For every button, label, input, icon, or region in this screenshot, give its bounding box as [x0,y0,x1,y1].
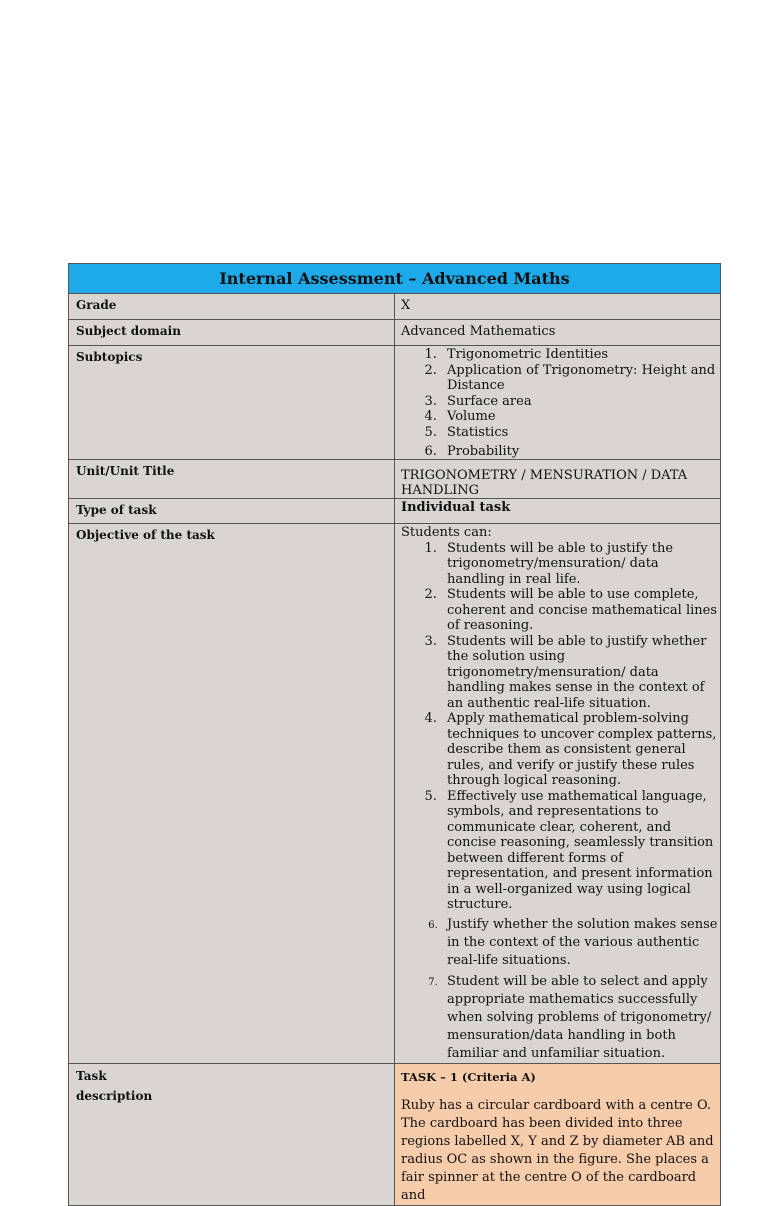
task-type-value: Individual task [395,499,721,524]
task-type-label: Type of task [69,499,395,524]
objectives-list [401,541,720,1063]
list-item: 2. Application of Trigonometry: Height and Distance [441,363,720,394]
list-item: 6. Probability [441,444,720,460]
task-heading: TASK – 1 (Criteria A) [401,1069,536,1084]
subject-label: Subject domain [69,320,395,346]
grade-label: Grade [69,294,395,320]
list-item: 4. Apply mathematical problem-solving techniques to uncover complex patterns, describe them as consistent general rules, and verify or justify these rules through logical reasoning. [441,711,720,789]
subject-value: Advanced Mathematics [395,320,721,346]
list-item: 1. Trigonometric Identities [441,347,720,363]
subtopics-list [401,347,720,459]
assessment-table [68,263,721,1206]
subtopics-cell [395,346,721,460]
unit-value: TRIGONOMETRY / MENSURATION / DATA HANDLING [395,460,721,499]
table-title: Internal Assessment – Advanced Maths [69,264,721,294]
task-description-cell [395,1063,721,1205]
list-item: 5. Statistics [441,425,720,441]
grade-value: X [395,294,721,320]
objective-cell [395,524,721,1064]
list-item: 3. Students will be able to justify whether the solution using trigonometry/mensuration/ data handling makes sense in the context of an authentic real-life situation. [441,634,720,712]
list-item: 1. Students will be able to justify the trigonometry/mensuration/ data handling in real life. [441,541,720,588]
list-item: 6. Justify whether the solution makes sense in the context of the various authentic real-life situations. [441,916,720,970]
task-label-line2: description [76,1088,153,1103]
task-description-label [69,1063,395,1205]
subtopics-label: Subtopics [69,346,395,460]
objective-label: Objective of the task [69,524,395,1064]
unit-label: Unit/Unit Title [69,460,395,499]
list-item: 5. Effectively use mathematical language, symbols, and representations to communicate clear, coherent, and concise reasoning, seamlessly transition between different forms of representation, and present information in a well-organized way using logical structure. [441,789,720,913]
list-item: 4. Volume [441,409,720,425]
objective-intro: Students can: [401,525,492,541]
list-item: 2. Students will be able to use complete, coherent and concise mathematical lines of reasoning. [441,587,720,634]
list-item: 7. Student will be able to select and apply appropriate mathematics successfully when solving problems of trigonometry/ mensuration/data handling in both familiar and unfamiliar situation. [441,973,720,1063]
task-label-line1: Task [76,1068,107,1083]
task-text: Ruby has a circular cardboard with a centre O. The cardboard has been divided into three regions labelled X, Y and Z by diameter AB and radius OC as shown in the figure. She places a fair spinner at the centre O of the cardboard and [401,1097,714,1203]
list-item: 3. Surface area [441,394,720,410]
